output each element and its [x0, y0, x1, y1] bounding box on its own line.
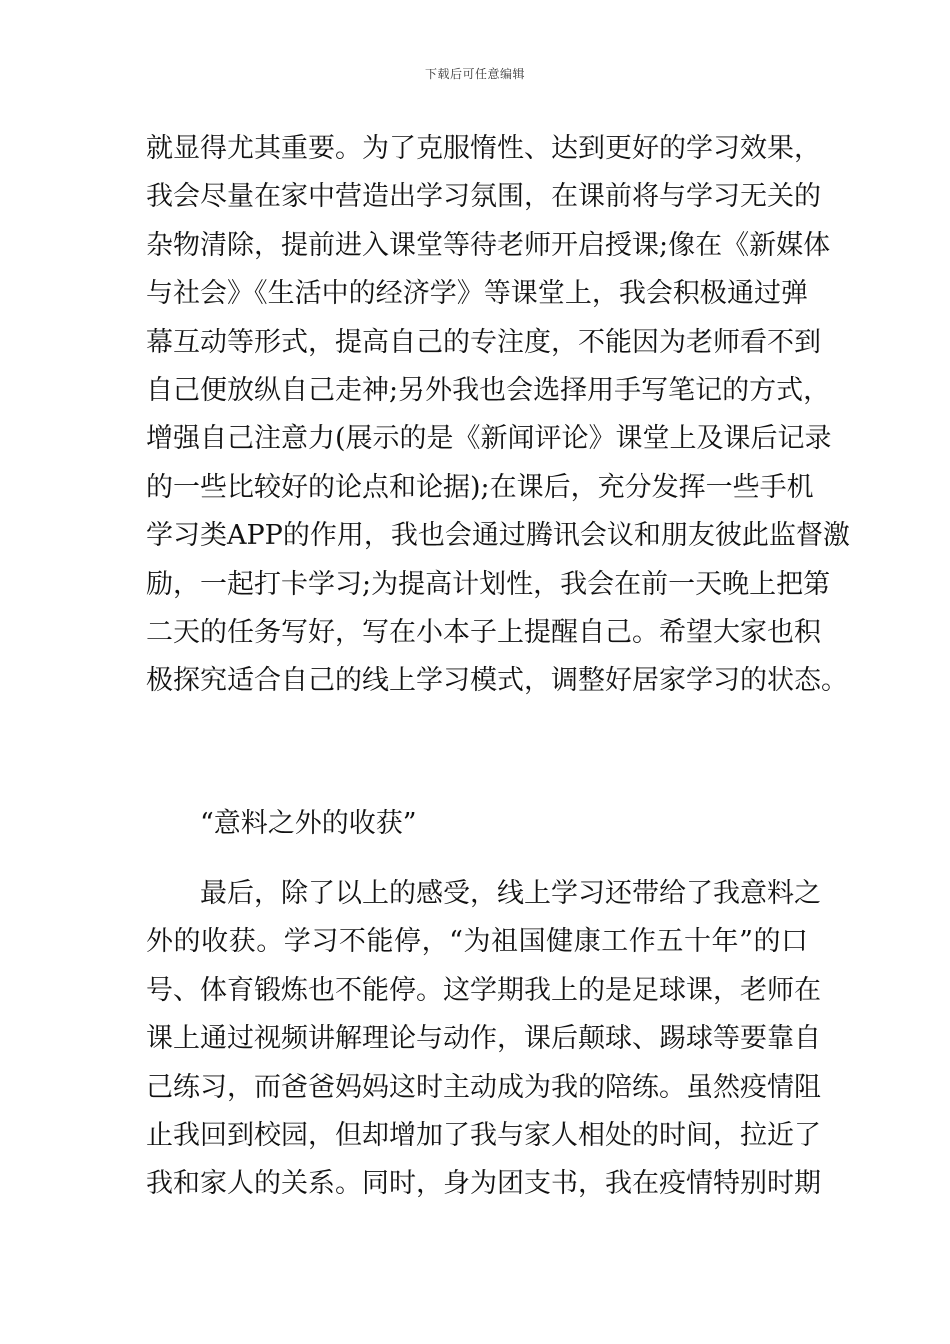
text-line: 励，一起打卡学习;为提高计划性，我会在前一天晚上把第: [146, 568, 831, 600]
section-heading: “意料之外的收获”: [200, 808, 417, 839]
text-line: 自己便放纵自己走神;另外我也会选择用手写笔记的方式，: [146, 374, 831, 406]
text-line: 二天的任务写好，写在小本子上提醒自己。希望大家也积: [146, 616, 821, 648]
text-line: 增强自己注意力(展示的是《新闻评论》课堂上及课后记录: [146, 423, 832, 455]
text-line: 最后，除了以上的感受，线上学习还带给了我意料之: [200, 878, 821, 909]
header-note: 下载后可任意编辑: [424, 67, 525, 81]
text-line: 我会尽量在家中营造出学习氛围，在课前将与学习无关的: [146, 181, 821, 213]
paragraph-1: [146, 125, 850, 706]
paragraph-2: [146, 870, 821, 1209]
text-line: 幕互动等形式，提高自己的专注度，不能因为老师看不到: [146, 326, 821, 358]
text-line: 极探究适合自己的线上学习模式，调整好居家学习的状态。: [146, 665, 848, 697]
text-line: 课上通过视频讲解理论与动作，课后颠球、踢球等要靠自: [146, 1023, 821, 1055]
text-line: 学习类APP的作用，我也会通过腾讯会议和朋友彼此监督激: [146, 520, 850, 552]
text-line: 就显得尤其重要。为了克服惰性、达到更好的学习效果，: [146, 133, 821, 164]
text-line: 的一些比较好的论点和论据);在课后，充分发挥一些手机: [146, 471, 814, 503]
text-line: 己练习，而爸爸妈妈这时主动成为我的陪练。虽然疫情阻: [146, 1071, 821, 1103]
text-line: 与社会》《生活中的经济学》等课堂上，我会积极通过弹: [146, 278, 808, 310]
text-line: 号、体育锻炼也不能停。这学期我上的是足球课，老师在: [146, 974, 821, 1006]
text-line: 我和家人的关系。同时，身为团支书，我在疫情特别时期: [146, 1168, 821, 1200]
text-line: 杂物清除，提前进入课堂等待老师开启授课;像在《新媒体: [146, 229, 831, 261]
text-line: 外的收获。学习不能停，“为祖国健康工作五十年”的口: [146, 926, 808, 958]
text-line: 止我回到校园，但却增加了我与家人相处的时间，拉近了: [146, 1119, 821, 1151]
